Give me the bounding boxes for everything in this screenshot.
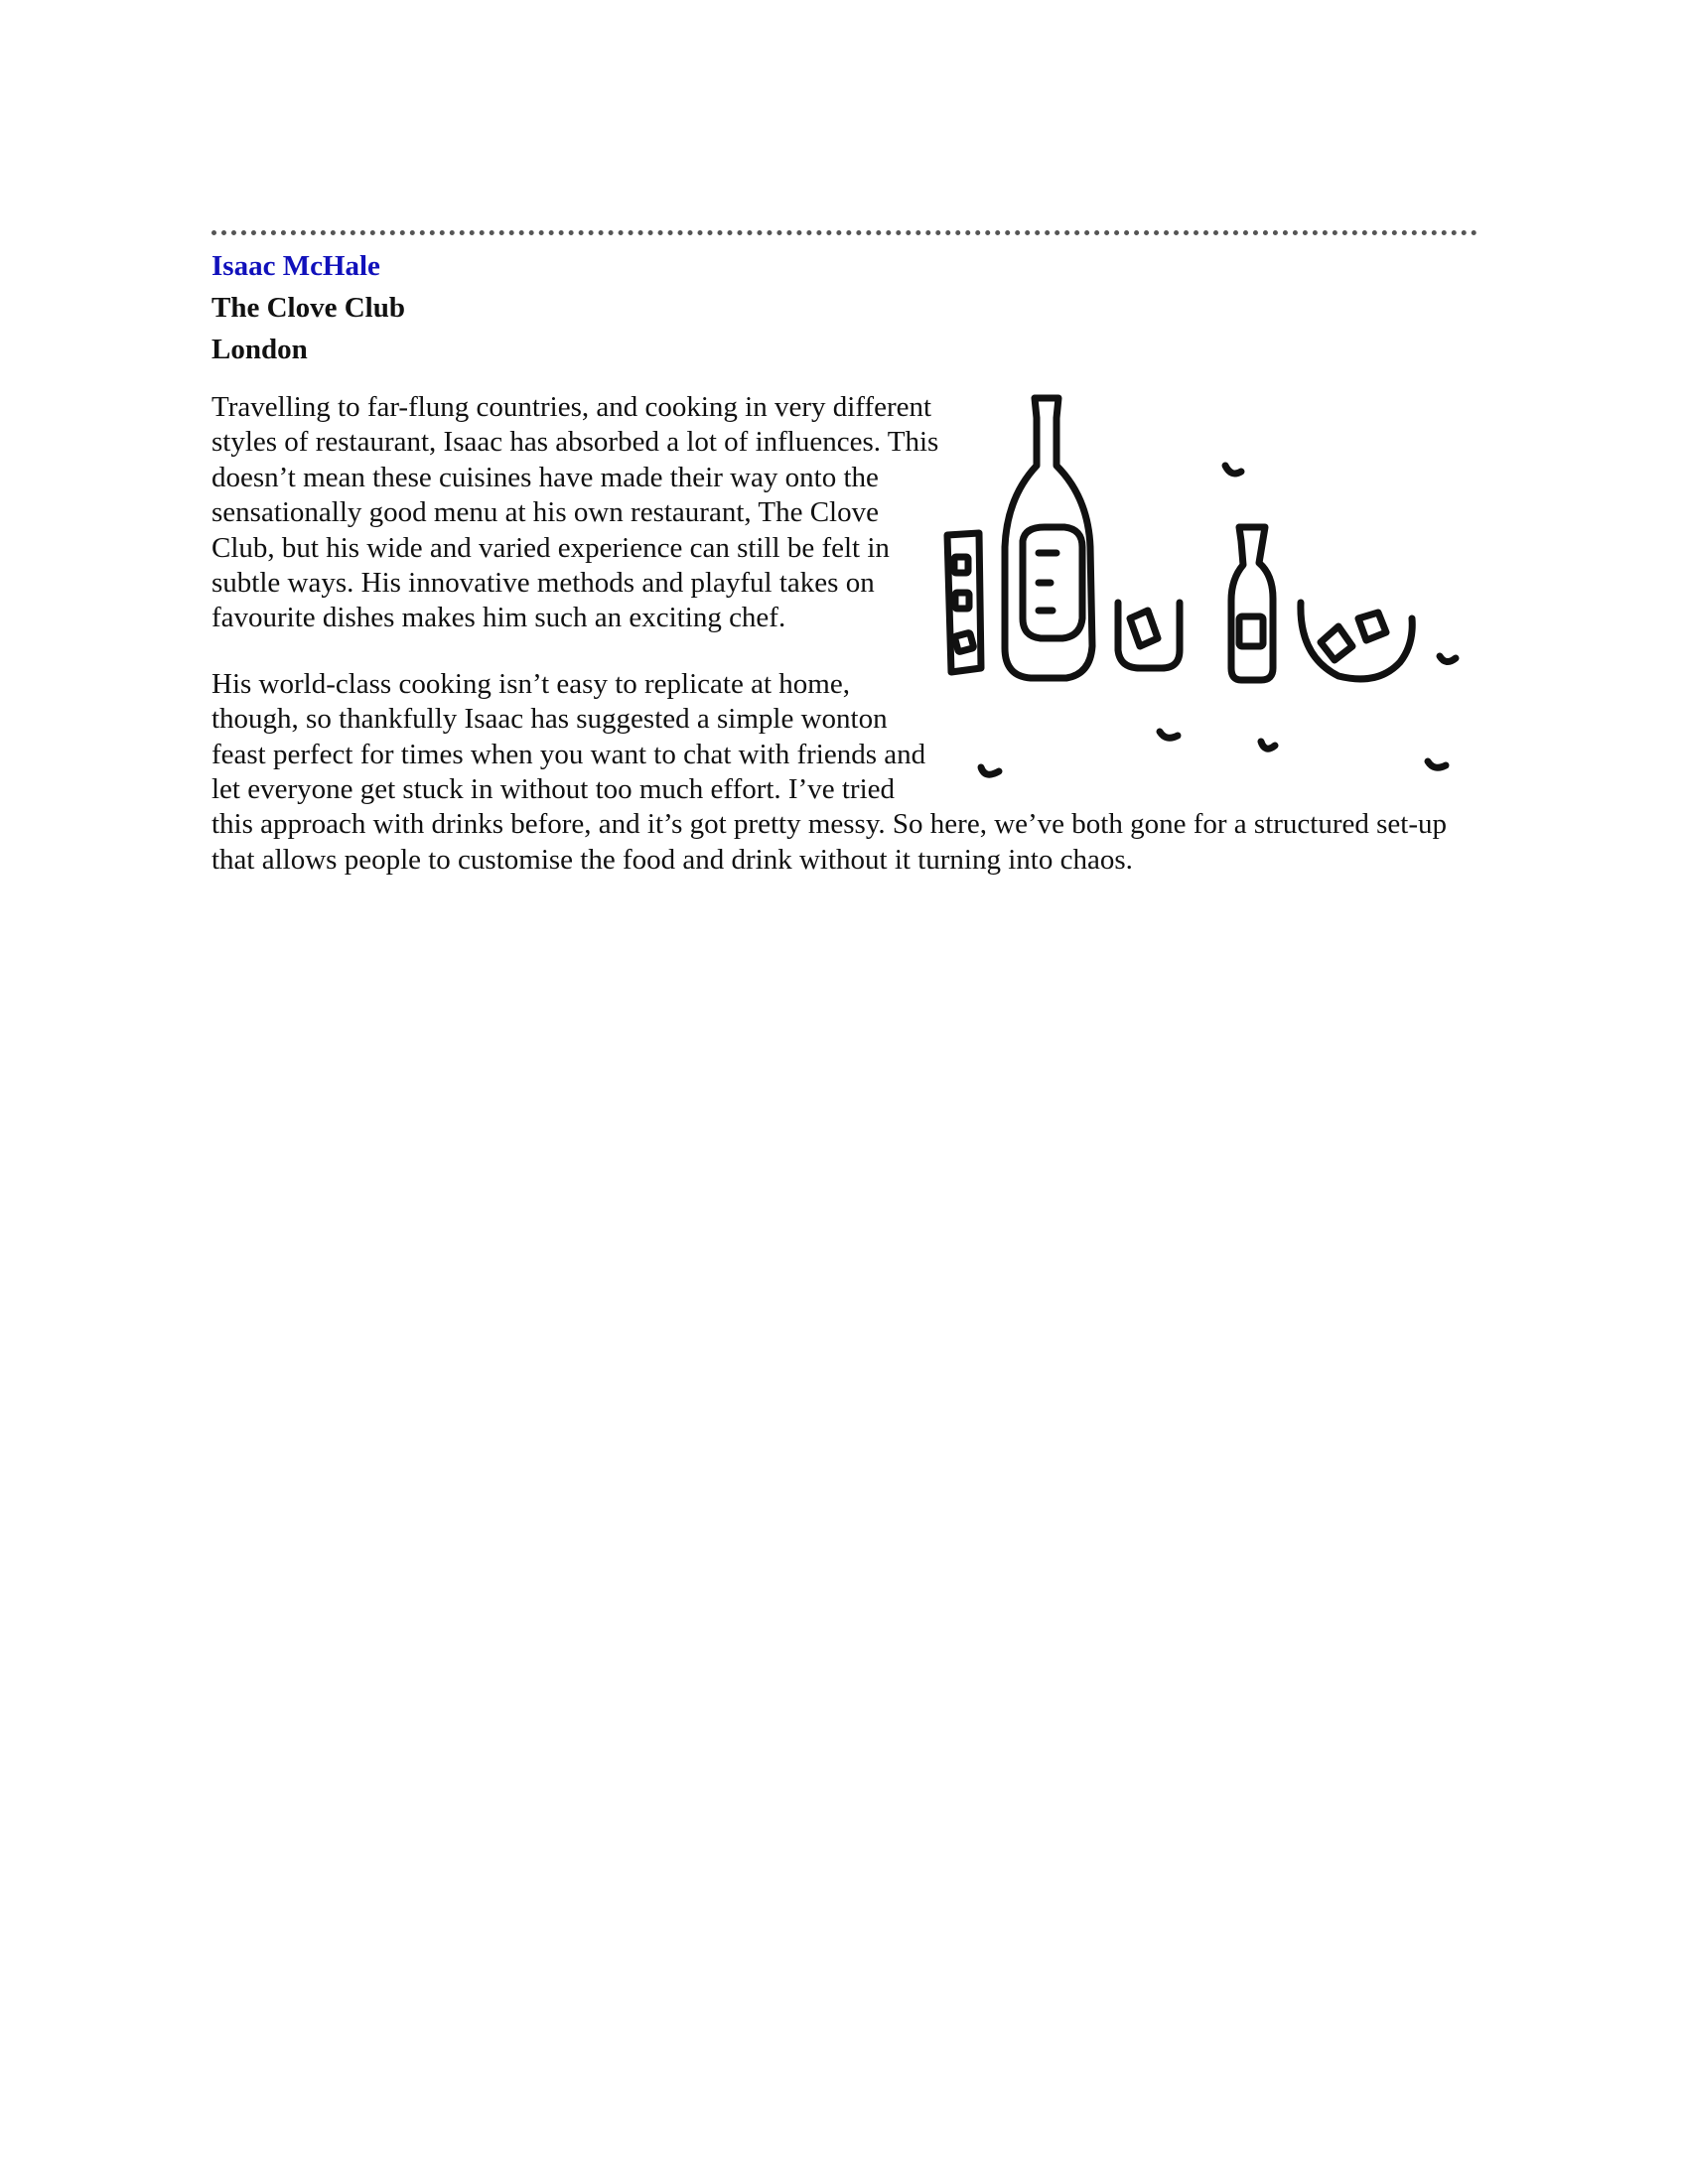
drop-shape <box>1160 732 1178 738</box>
paragraph-1: Travelling to far-flung countries, and cooking in very different styles of restaurant, Isaac has absorbed a lot of influences. This doesn’t mean these cuisines have made their way onto the sensationally good menu at his own restaurant, The Clove Club, but his wide and varied experience can still be felt in subtle ways. His innovative methods and playful takes on favourite dishes makes him such an exciting chef. <box>211 391 939 634</box>
chef-name: Isaac McHale <box>211 250 380 282</box>
tumbler-shape <box>1301 603 1412 679</box>
ice-cube-shape <box>1358 613 1386 640</box>
bottle-label-shape <box>1239 616 1263 646</box>
drop-shape <box>981 767 999 774</box>
small-bottle-shape <box>1231 527 1273 680</box>
article-body <box>211 390 1477 878</box>
article-section <box>211 230 1477 908</box>
ice-cube-shape <box>1321 626 1352 660</box>
drop-shape <box>1440 656 1456 662</box>
drop-shape <box>1261 742 1275 749</box>
restaurant-name: The Clove Club <box>211 292 405 324</box>
drop-shape <box>1428 761 1446 767</box>
bottles-drawing-icon <box>941 358 1477 807</box>
paragraph-2: His world-class cooking isn’t easy to replicate at home, though, so thankfully Isaac has suggested a simple wonton feast perfect for times when you want to chat with friends and let everyone get stuck in without too much effort. I’ve tried this approach with drinks before, and it’s got pretty messy. So here, we’ve both gone for a structured set-up that allows people to customise the food and drink without it turning into chaos. <box>211 667 1447 876</box>
drop-shape <box>1225 466 1241 474</box>
ice-cube-shape <box>1130 611 1158 646</box>
ice-cube-shape <box>954 557 968 573</box>
ice-cube-shape <box>954 632 974 652</box>
ice-cube-shape <box>955 593 969 609</box>
city-name: London <box>211 334 308 365</box>
dotted-divider <box>211 230 1477 235</box>
bottles-illustration <box>941 358 1477 807</box>
